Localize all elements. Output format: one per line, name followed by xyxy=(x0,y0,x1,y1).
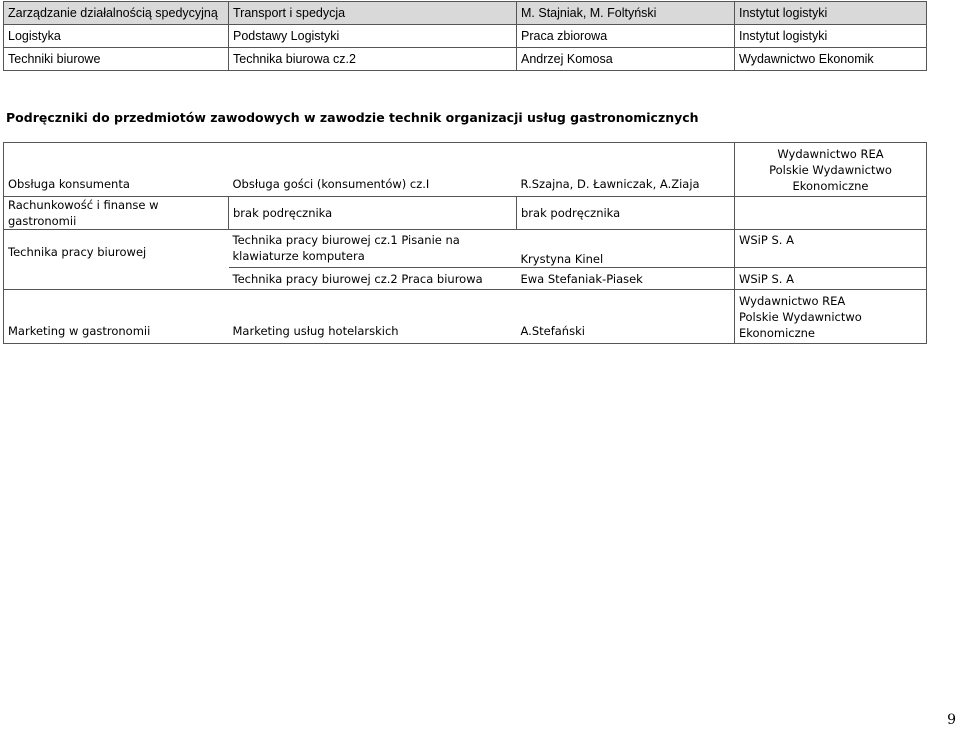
author-cell: R.Szajna, D. Ławniczak, A.Ziaja xyxy=(517,143,735,197)
table-row xyxy=(4,143,927,197)
subject-cell: Rachunkowość i finanse w gastronomii xyxy=(4,197,229,230)
table-row xyxy=(4,197,927,230)
publisher-cell: Instytut logistyki xyxy=(735,25,927,48)
subject-cell: Technika pracy biurowej xyxy=(4,230,229,290)
table-row xyxy=(4,48,927,71)
author-cell: M. Stajniak, M. Foltyński xyxy=(517,2,735,25)
subject-cell: Zarządzanie działalnością spedycyjną xyxy=(4,2,229,25)
publisher-cell xyxy=(735,197,927,230)
publisher-cell: Wydawnictwo REA Polskie Wydawnictwo Ekonomiczne xyxy=(735,290,927,344)
publisher-cell: Instytut logistyki xyxy=(735,2,927,25)
title-cell: Technika pracy biurowej cz.2 Praca biurowa xyxy=(229,268,517,290)
author-cell: brak podręcznika xyxy=(517,197,735,230)
author-cell: Praca zbiorowa xyxy=(517,25,735,48)
author-cell: Krystyna Kinel xyxy=(517,230,735,268)
gastronomy-textbook-table xyxy=(3,142,927,344)
title-cell: Technika pracy biurowej cz.1 Pisanie na klawiaturze komputera xyxy=(229,230,517,268)
section-heading: Podręczniki do przedmiotów zawodowych w zawodzie technik organizacji usług gastronomicznych xyxy=(6,110,699,125)
subject-cell: Marketing w gastronomii xyxy=(4,290,229,344)
title-cell: Marketing usług hotelarskich xyxy=(229,290,517,344)
author-cell: Ewa Stefaniak-Piasek xyxy=(517,268,735,290)
title-cell: Podstawy Logistyki xyxy=(229,25,517,48)
publisher-cell: Wydawnictwo Ekonomik xyxy=(735,48,927,71)
table-row xyxy=(4,230,927,268)
subject-cell: Logistyka xyxy=(4,25,229,48)
author-cell: A.Stefański xyxy=(517,290,735,344)
title-cell: Technika biurowa cz.2 xyxy=(229,48,517,71)
author-cell: Andrzej Komosa xyxy=(517,48,735,71)
subject-cell: Techniki biurowe xyxy=(4,48,229,71)
title-cell: Obsługa gości (konsumentów) cz.I xyxy=(229,143,517,197)
publisher-cell: Wydawnictwo REA Polskie Wydawnictwo Ekonomiczne xyxy=(735,143,927,197)
subject-cell: Obsługa konsumenta xyxy=(4,143,229,197)
publisher-cell: WSiP S. A xyxy=(735,268,927,290)
title-cell: Transport i spedycja xyxy=(229,2,517,25)
table-row xyxy=(4,25,927,48)
page-number: 9 xyxy=(947,712,956,728)
title-cell: brak podręcznika xyxy=(229,197,517,230)
top-textbook-table xyxy=(3,1,927,71)
table-row xyxy=(4,290,927,344)
table-row xyxy=(4,2,927,25)
publisher-cell: WSiP S. A xyxy=(735,230,927,268)
